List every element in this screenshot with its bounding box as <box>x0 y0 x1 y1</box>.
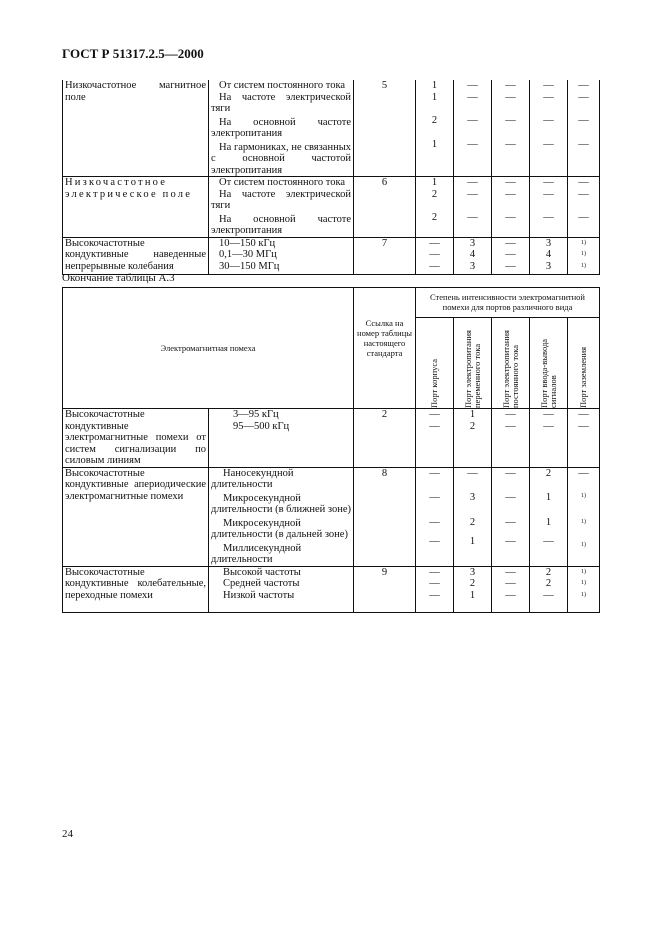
value-cell: — — — <box>492 177 530 238</box>
value-cell: 3 4 3 <box>530 237 568 274</box>
header-row <box>63 288 600 318</box>
value-cell: — — — <box>416 566 454 612</box>
header-phenomenon: Электромагнитная помеха <box>63 288 354 409</box>
phenomenon-cell: Высокочастотные кондуктивные апериодические электромагнитные помехи <box>63 467 209 566</box>
value-cell: 2 2 — <box>530 566 568 612</box>
value-cell: — — — — <box>492 467 530 566</box>
header-ref: Ссылка на номер таблицы настоящего стандарта <box>354 288 416 409</box>
footnote-cell: — 1) 1) 1) <box>568 467 600 566</box>
value-cell: — — — <box>568 177 600 238</box>
conditions-cell: От систем постоянного тока На частоте электрической тяги На основной частоте электропитания На гармониках, не связанных с основной частотой электропитания <box>209 80 354 177</box>
value-cell: 3 4 3 <box>454 237 492 274</box>
table-end <box>62 287 600 613</box>
value-cell: — — <box>416 409 454 468</box>
ref-cell: 6 <box>354 177 416 238</box>
header-port-ground: Порт заземления <box>568 318 600 409</box>
value-cell: — 3 2 1 <box>454 467 492 566</box>
footnote-cell: 1) 1) 1) <box>568 566 600 612</box>
table-row <box>63 80 600 177</box>
value-cell: — — — <box>454 177 492 238</box>
value-cell: 1 2 2 <box>416 177 454 238</box>
conditions-cell: 10—150 кГц 0,1—30 МГц 30—150 МГц <box>209 237 354 274</box>
page-number: 24 <box>62 828 73 840</box>
header-port-ac: Порт электропитания переменного тока <box>454 318 492 409</box>
phenomenon-cell: Высокочастотные кондуктивные наведенные непрерывные колебания <box>63 237 209 274</box>
phenomenon-cell: Низкочастотное электрическое поле <box>63 177 209 238</box>
value-cell: 1 2 <box>454 409 492 468</box>
conditions-cell: Высокой частоты Средней частоты Низкой частоты <box>209 566 354 612</box>
ref-cell: 9 <box>354 566 416 612</box>
table-row <box>63 237 600 274</box>
value-cell: — — — <box>416 237 454 274</box>
ref-cell: 7 <box>354 237 416 274</box>
value-cell: — — — <box>492 566 530 612</box>
table-row <box>63 177 600 238</box>
header-port-dc: Порт электропитания постоянного тока <box>492 318 530 409</box>
value-cell: — — — — <box>454 80 492 177</box>
conditions-cell: Наносекундной длительности Микросекундной длительности (в ближней зоне) Микросекундной длительности (в дальней зоне) Миллисекундной длительности <box>209 467 354 566</box>
header-group: Степень интенсивности электромагнитной помехи для портов различного вида <box>416 288 600 318</box>
header-port-io: Порт ввода-вывода сигналов <box>530 318 568 409</box>
table-row <box>63 467 600 566</box>
table-row <box>63 409 600 468</box>
phenomenon-cell: Высокочастотные кондуктивные электромагнитные помехи от систем сигнализации по силовым линиям <box>63 409 209 468</box>
conditions-cell: От систем постоянного тока На частоте электрической тяги На основной частоте электропитания <box>209 177 354 238</box>
phenomenon-cell: Высокочастотные кондуктивные колебательные, переходные помехи <box>63 566 209 612</box>
value-cell: — — — — <box>416 467 454 566</box>
footnote-cell: 1) 1) 1) <box>568 237 600 274</box>
document-header: ГОСТ Р 51317.2.5—2000 <box>62 46 204 61</box>
value-cell: — — <box>530 409 568 468</box>
value-cell: — — — — <box>568 80 600 177</box>
value-cell: 3 2 1 <box>454 566 492 612</box>
conditions-cell: 3—95 кГц 95—500 кГц <box>209 409 354 468</box>
value-cell: — — — <box>492 237 530 274</box>
table-caption: Окончание таблицы А.3 <box>62 272 175 284</box>
value-cell: — — <box>568 409 600 468</box>
table-continuation <box>62 80 600 275</box>
table-row <box>63 566 600 612</box>
value-cell: — — — — <box>492 80 530 177</box>
phenomenon-cell: Низкочастотное магнитное поле <box>63 80 209 177</box>
ref-cell: 5 <box>354 80 416 177</box>
value-cell: 1 1 2 1 <box>416 80 454 177</box>
value-cell: — — — — <box>530 80 568 177</box>
ref-cell: 8 <box>354 467 416 566</box>
value-cell: — — <box>492 409 530 468</box>
value-cell: 2 1 1 — <box>530 467 568 566</box>
header-port-case: Порт корпуса <box>416 318 454 409</box>
value-cell: — — — <box>530 177 568 238</box>
ref-cell: 2 <box>354 409 416 468</box>
